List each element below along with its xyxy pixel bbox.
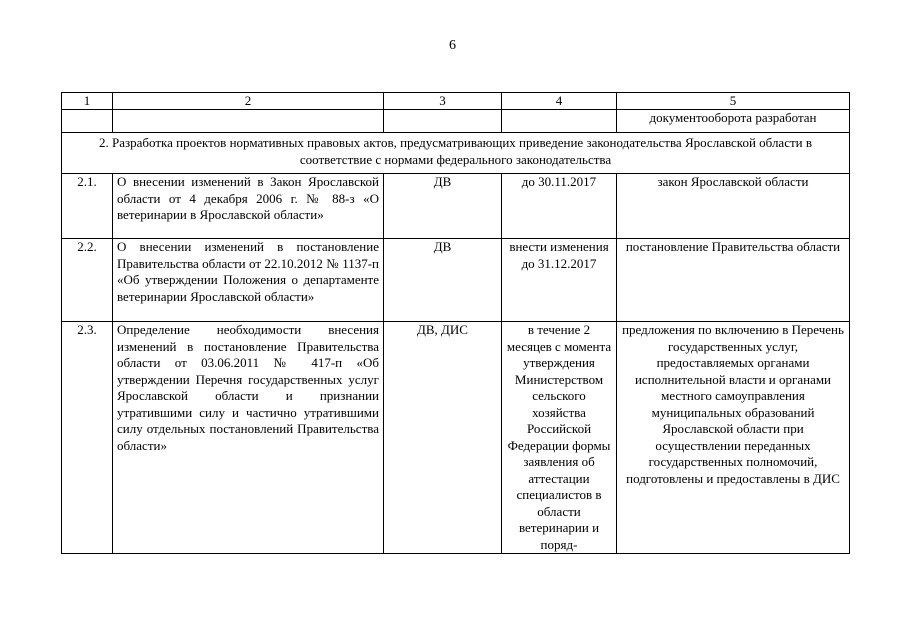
row-title: О внесении изменений в постановление Правительства области от 22.10.2012 № 1137-п «Об утверждении Положения о департаменте ветеринарии Ярославской области»	[113, 239, 384, 322]
continuation-cell-3	[384, 110, 502, 133]
continuation-cell-1	[62, 110, 113, 133]
row-result: предложения по включению в Перечень государственных услуг, предоставляемых органами исполнительной власти и органами местного самоуправления муниципальных образований Ярославской области при осуществлении переданных государственных полномочий, подготовлены и предоставлены в ДИС	[617, 322, 850, 554]
plan-table	[61, 92, 850, 554]
row-term: в течение 2 месяцев с момента утверждения Министерством сельского хозяйства Российской Федерации формы заявления об аттестации специалистов в области ветеринарии и поряд-	[502, 322, 617, 554]
continuation-cell-4	[502, 110, 617, 133]
row-number: 2.3.	[62, 322, 113, 554]
section-row	[62, 133, 850, 174]
row-responsible: ДВ, ДИС	[384, 322, 502, 554]
table-row	[62, 239, 850, 322]
continuation-cell-2	[113, 110, 384, 133]
table-row	[62, 322, 850, 554]
row-result: закон Ярославской области	[617, 174, 850, 239]
row-responsible: ДВ	[384, 239, 502, 322]
continuation-result: документооборота разработан	[617, 110, 850, 133]
header-col-3: 3	[384, 93, 502, 110]
section-title: 2. Разработка проектов нормативных правовых актов, предусматривающих приведение законодательства Ярославской области в соответствие с нормами федерального законодательства	[62, 133, 850, 174]
header-col-4: 4	[502, 93, 617, 110]
row-term: до 30.11.2017	[502, 174, 617, 239]
row-term: внести изменения до 31.12.2017	[502, 239, 617, 322]
header-row	[62, 93, 850, 110]
continuation-row	[62, 110, 850, 133]
row-number: 2.2.	[62, 239, 113, 322]
table-row	[62, 174, 850, 239]
page-number: 6	[449, 38, 456, 53]
row-number: 2.1.	[62, 174, 113, 239]
header-col-5: 5	[617, 93, 850, 110]
row-responsible: ДВ	[384, 174, 502, 239]
header-col-1: 1	[62, 93, 113, 110]
row-result: постановление Правительства области	[617, 239, 850, 322]
row-title: Определение необходимости внесения изменений в постановление Правительства области от 03.06.2011 № 417-п «Об утверждении Перечня государственных услуг Ярославской области и признании утратившими силу и частично утратившими силу отдельных постановлений Правительства области»	[113, 322, 384, 554]
header-col-2: 2	[113, 93, 384, 110]
row-title: О внесении изменений в Закон Ярославской области от 4 декабря 2006 г. № 88-з «О ветеринарии в Ярославской области»	[113, 174, 384, 239]
